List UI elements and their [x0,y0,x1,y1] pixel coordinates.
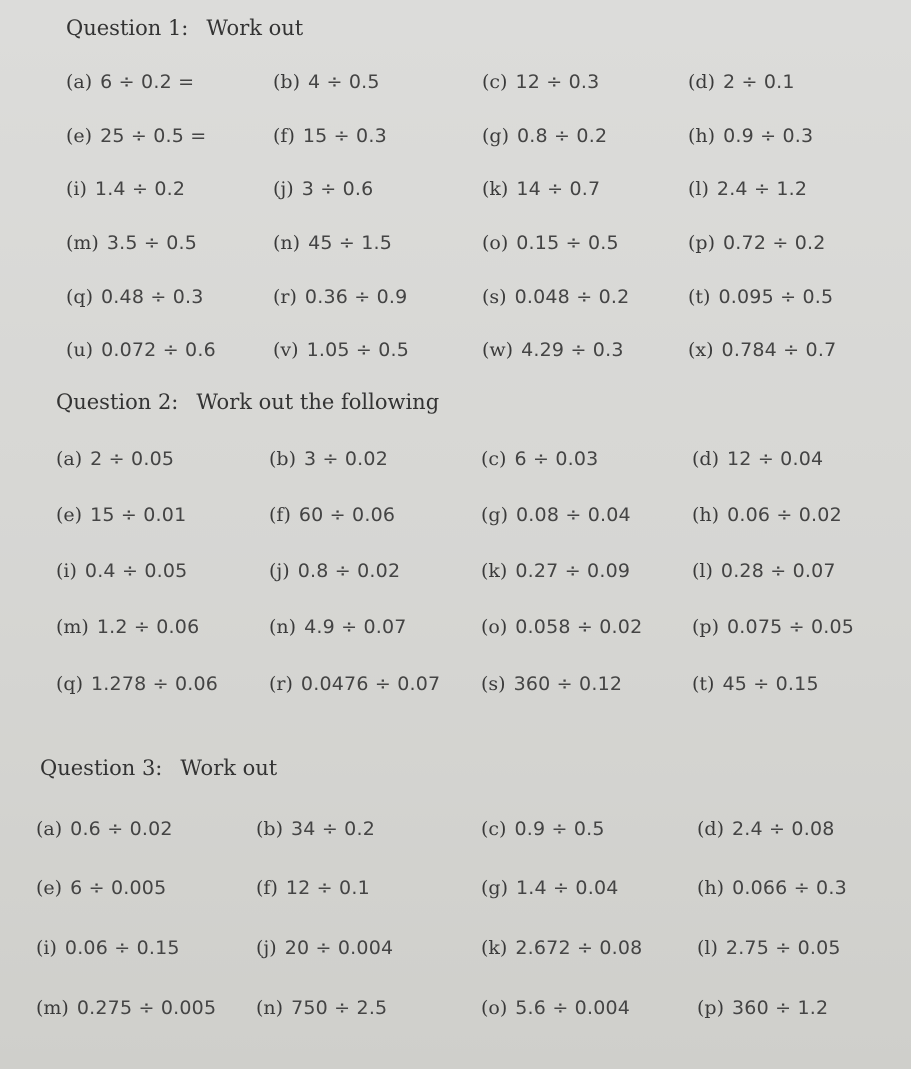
item-expression: 750 ÷ 2.5 [291,997,388,1019]
item-expression: 4.29 ÷ 0.3 [521,339,624,361]
question-row [0,67,911,97]
item-label: (w) [482,339,514,361]
item-expression: 2 ÷ 0.1 [723,71,795,93]
item-expression: 1.05 ÷ 0.5 [306,339,410,361]
item-label: (t) [688,286,711,308]
question-item [481,556,630,586]
question-instruction: Work out the following [196,390,440,414]
item-label: (s) [481,673,506,695]
item-label: (g) [481,504,508,526]
question-item [482,282,629,312]
question-item [56,444,174,474]
question-item [481,933,642,963]
question-item [56,669,218,699]
item-expression: 1.4 ÷ 0.04 [516,877,619,899]
item-expression: 0.066 ÷ 0.3 [732,877,847,899]
item-label: (h) [692,504,720,526]
item-expression: 1.4 ÷ 0.2 [94,178,186,200]
item-label: (j) [256,937,277,959]
item-label: (l) [688,178,709,200]
item-label: (d) [692,448,719,470]
item-label: (g) [481,877,508,899]
item-expression: 2.672 ÷ 0.08 [515,937,643,959]
item-label: (a) [36,818,63,840]
item-label: (e) [66,125,93,147]
question-item [256,933,393,963]
question-row [0,556,911,586]
item-label: (b) [273,71,300,93]
question-item [481,814,605,844]
item-label: (k) [482,178,509,200]
item-expression: 0.4 ÷ 0.05 [84,560,188,582]
question-item [66,174,185,204]
item-label: (l) [697,937,718,959]
question-number: Question 2: [56,390,179,414]
question-item [692,612,854,642]
item-label: (f) [256,877,278,899]
item-expression: 0.6 ÷ 0.02 [70,818,173,840]
question-item [482,174,600,204]
item-label: (v) [273,339,299,361]
question-row [0,873,911,903]
item-label: (d) [697,818,724,840]
item-label: (i) [36,937,57,959]
item-expression: 1.2 ÷ 0.06 [96,616,200,638]
item-expression: 0.275 ÷ 0.005 [76,997,217,1019]
question-row [0,335,911,365]
item-expression: 15 ÷ 0.01 [90,504,187,526]
item-expression: 14 ÷ 0.7 [516,178,601,200]
question-row [0,121,911,151]
item-expression: 0.36 ÷ 0.9 [304,286,408,308]
question-item [482,335,624,365]
item-expression: 360 ÷ 0.12 [513,673,623,695]
question-item [688,282,833,312]
question-item [697,933,841,963]
item-label: (g) [482,125,509,147]
item-label: (m) [36,997,69,1019]
item-expression: 0.28 ÷ 0.07 [720,560,836,582]
item-expression: 2.4 ÷ 1.2 [716,178,808,200]
question-number: Question 1: [66,16,189,40]
question-instruction: Work out [206,16,304,40]
item-label: (o) [481,616,508,638]
question-item [269,500,395,530]
question-number: Question 3: [40,756,163,780]
item-label: (p) [692,616,719,638]
item-label: (a) [56,448,83,470]
question-row [0,500,911,530]
question-item [269,612,407,642]
item-label: (d) [688,71,715,93]
item-label: (j) [273,178,294,200]
question-item [66,121,206,151]
item-expression: 0.095 ÷ 0.5 [718,286,834,308]
question-item [481,612,642,642]
question-item [66,228,197,258]
item-expression: 0.075 ÷ 0.05 [727,616,855,638]
item-expression: 1.278 ÷ 0.06 [91,673,219,695]
item-label: (q) [66,286,93,308]
item-label: (r) [273,286,297,308]
item-expression: 45 ÷ 1.5 [308,232,393,254]
item-expression: 3.5 ÷ 0.5 [106,232,198,254]
item-label: (j) [269,560,290,582]
question-item [269,556,400,586]
item-label: (f) [273,125,295,147]
question-item [481,444,598,474]
question-row [0,228,911,258]
question-item [36,873,166,903]
question-item [482,228,619,258]
item-label: (t) [692,673,715,695]
question-item [273,121,387,151]
question-item [256,873,370,903]
question-item [692,444,823,474]
item-label: (r) [269,673,293,695]
item-label: (x) [688,339,714,361]
question-item [273,335,409,365]
item-label: (h) [697,877,725,899]
item-expression: 0.058 ÷ 0.02 [515,616,643,638]
question-instruction: Work out [180,756,278,780]
item-expression: 0.072 ÷ 0.6 [101,339,216,361]
question-item [481,669,622,699]
question-item [697,814,835,844]
item-label: (h) [688,125,716,147]
question-row [0,444,911,474]
question-item [269,669,440,699]
item-label: (p) [688,232,715,254]
item-expression: 2.75 ÷ 0.05 [725,937,841,959]
question-item [36,993,216,1023]
question-row [0,933,911,963]
item-expression: 0.784 ÷ 0.7 [721,339,837,361]
item-label: (a) [66,71,93,93]
question-item [256,993,387,1023]
item-expression: 20 ÷ 0.004 [284,937,394,959]
question-item [66,282,204,312]
item-label: (m) [56,616,89,638]
item-label: (l) [692,560,713,582]
question-row [0,612,911,642]
item-label: (o) [482,232,509,254]
item-expression: 12 ÷ 0.3 [515,71,600,93]
item-label: (k) [481,560,508,582]
question-item [688,121,813,151]
item-expression: 25 ÷ 0.5 = [100,125,207,147]
item-label: (b) [269,448,296,470]
item-label: (i) [66,178,87,200]
question-row [0,814,911,844]
item-expression: 45 ÷ 0.15 [722,673,819,695]
question-item [688,174,807,204]
item-expression: 60 ÷ 0.06 [298,504,396,526]
question-item [273,228,392,258]
item-expression: 6 ÷ 0.005 [70,877,167,899]
item-expression: 3 ÷ 0.6 [301,178,374,200]
question-item [56,556,187,586]
item-expression: 4 ÷ 0.5 [308,71,380,93]
question-item [269,444,388,474]
question-item [36,933,180,963]
item-label: (m) [66,232,99,254]
item-label: (q) [56,673,83,695]
item-expression: 6 ÷ 0.03 [514,448,599,470]
item-label: (c) [481,818,507,840]
item-expression: 12 ÷ 0.1 [285,877,370,899]
item-expression: 4.9 ÷ 0.07 [304,616,407,638]
question-item [482,121,607,151]
question-row [0,174,911,204]
item-expression: 34 ÷ 0.2 [291,818,375,840]
item-expression: 0.0476 ÷ 0.07 [300,673,441,695]
item-expression: 6 ÷ 0.2 = [100,71,195,93]
item-expression: 3 ÷ 0.02 [304,448,388,470]
question-item [697,993,828,1023]
item-expression: 12 ÷ 0.04 [727,448,824,470]
question-item [697,873,847,903]
question-item [481,500,631,530]
question-item [692,500,842,530]
item-label: (b) [256,818,283,840]
item-expression: 0.15 ÷ 0.5 [516,232,619,254]
question-item [66,67,194,97]
item-label: (c) [481,448,507,470]
item-label: (u) [66,339,94,361]
item-label: (e) [56,504,83,526]
item-label: (n) [269,616,297,638]
question-row [0,282,911,312]
question-item [256,814,375,844]
question-item [688,335,836,365]
item-expression: 0.9 ÷ 0.3 [723,125,814,147]
question-row [0,669,911,699]
question-2-heading [56,390,439,414]
question-item [688,67,795,97]
item-expression: 15 ÷ 0.3 [302,125,387,147]
item-expression: 0.08 ÷ 0.04 [516,504,631,526]
item-expression: 0.8 ÷ 0.2 [517,125,608,147]
item-expression: 2.4 ÷ 0.08 [732,818,835,840]
item-expression: 2 ÷ 0.05 [90,448,175,470]
item-expression: 0.48 ÷ 0.3 [101,286,204,308]
item-label: (n) [273,232,301,254]
question-item [56,500,186,530]
item-expression: 0.27 ÷ 0.09 [515,560,631,582]
item-label: (n) [256,997,284,1019]
item-label: (p) [697,997,724,1019]
item-expression: 0.048 ÷ 0.2 [514,286,630,308]
question-item [692,556,836,586]
question-item [481,873,619,903]
item-label: (e) [36,877,63,899]
item-expression: 360 ÷ 1.2 [732,997,829,1019]
question-item [273,67,380,97]
question-item [66,335,216,365]
question-item [688,228,826,258]
question-item [273,282,407,312]
question-item [56,612,199,642]
item-label: (c) [482,71,508,93]
question-row [0,993,911,1023]
question-1-heading [66,16,303,40]
item-label: (f) [269,504,291,526]
question-item [482,67,599,97]
item-expression: 0.06 ÷ 0.15 [64,937,180,959]
item-label: (i) [56,560,77,582]
item-label: (k) [481,937,508,959]
question-item [481,993,630,1023]
item-expression: 0.72 ÷ 0.2 [723,232,826,254]
item-expression: 0.9 ÷ 0.5 [514,818,605,840]
question-item [692,669,819,699]
item-label: (s) [482,286,507,308]
item-expression: 0.8 ÷ 0.02 [297,560,401,582]
question-item [273,174,373,204]
item-expression: 5.6 ÷ 0.004 [515,997,631,1019]
item-expression: 0.06 ÷ 0.02 [727,504,842,526]
item-label: (o) [481,997,508,1019]
question-item [36,814,173,844]
question-3-heading [40,756,277,780]
